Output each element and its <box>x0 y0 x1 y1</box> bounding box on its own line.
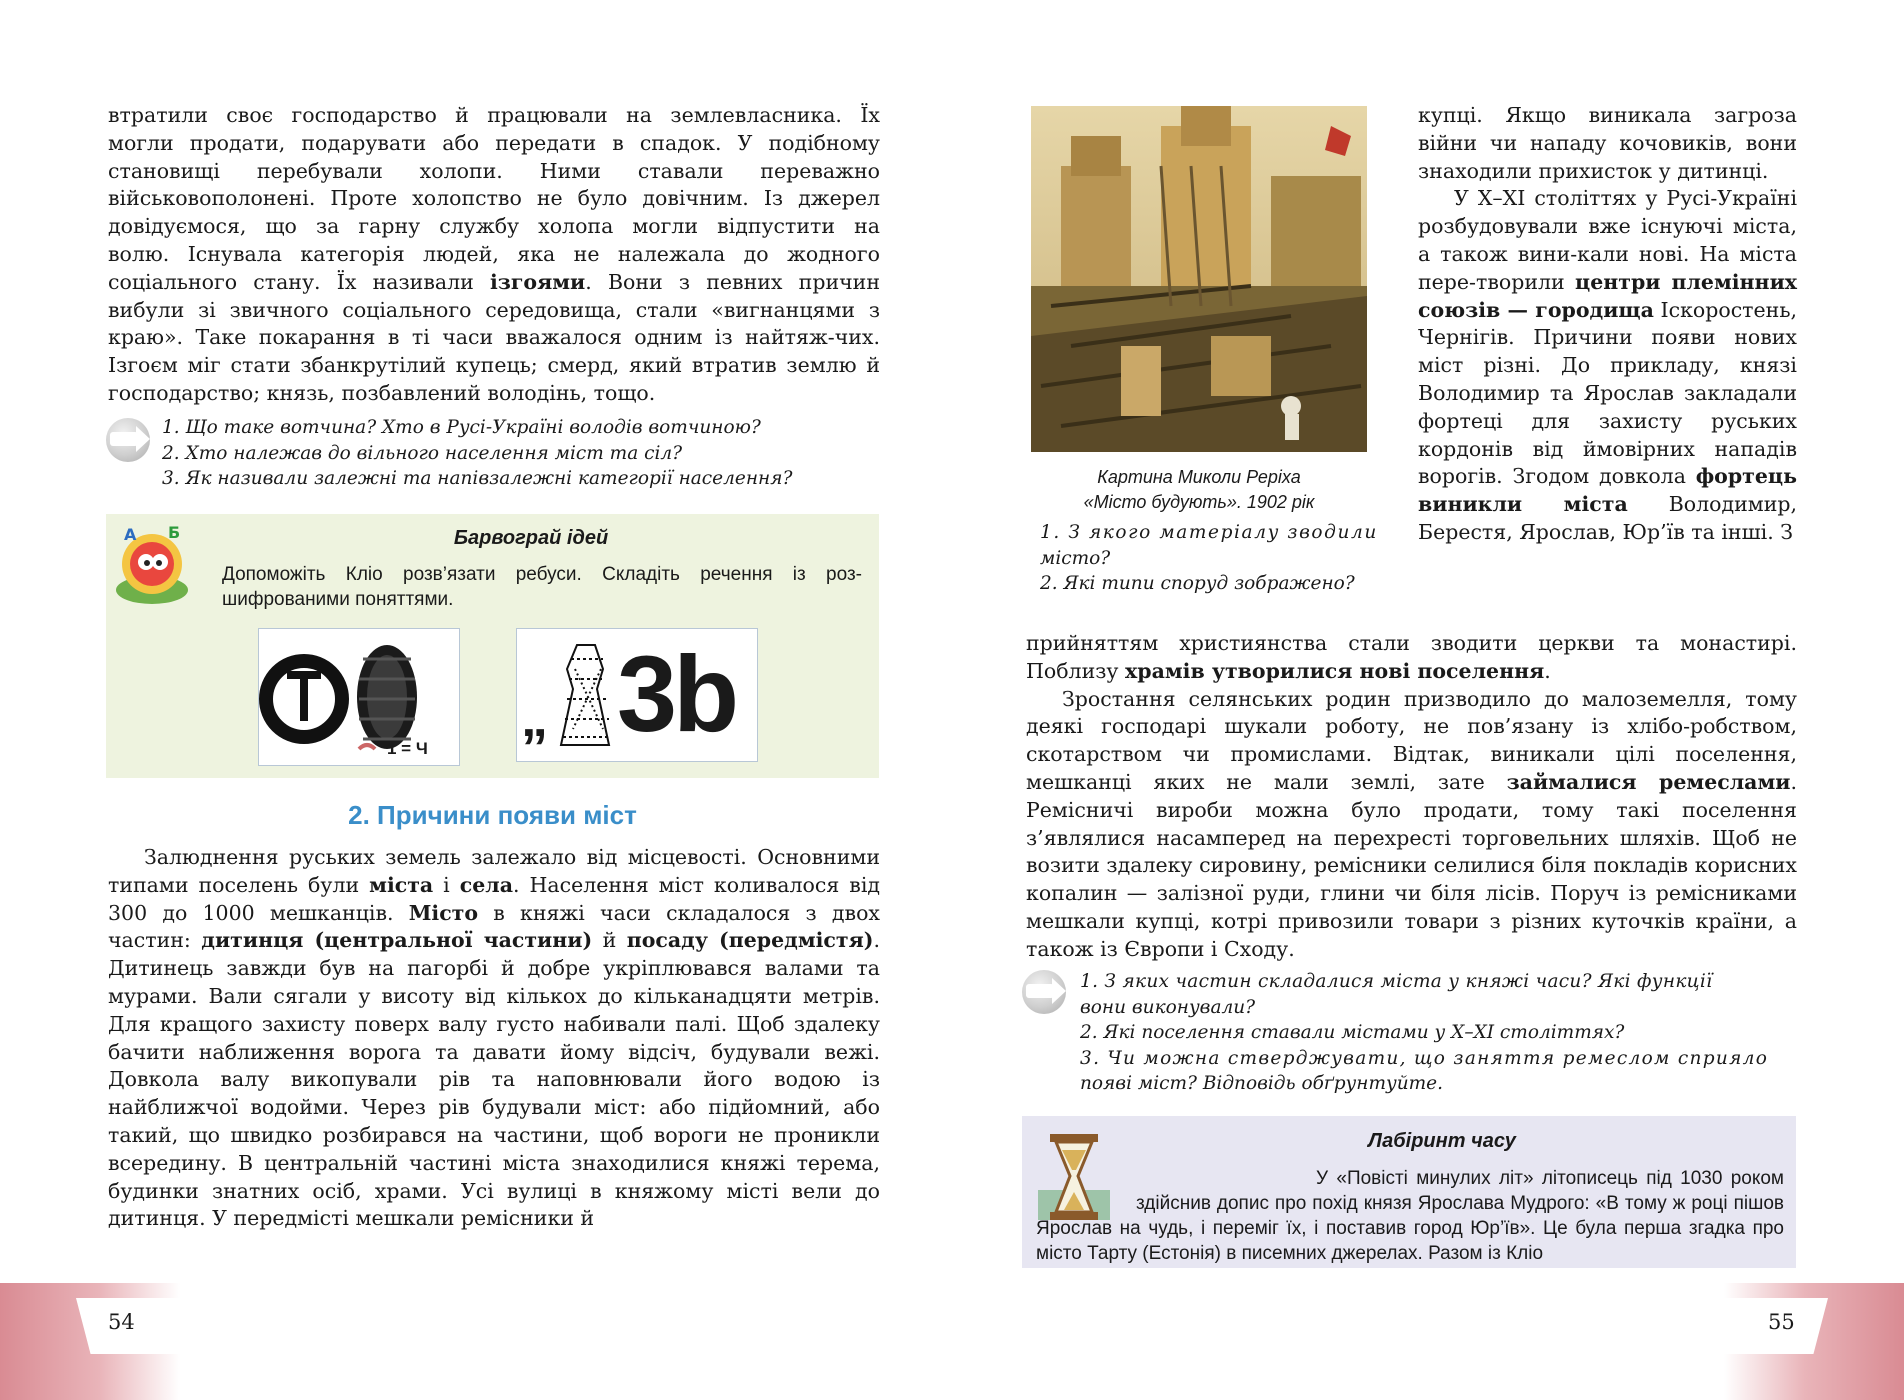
text-run: Володимир, Берестя, Ярослав, Юр’їв та інші. З <box>1418 492 1797 544</box>
text-run: Зростання селянських родин призводило до малоземелля, тому деякі господарі шукали роботу, не пов’язану із хлібо-робством, скотарством чи промислами. Відтак, виникали цілі поселення, мешканці яких не мали землі, зате <box>1026 686 1797 794</box>
text-run: . Населення міст коливалося від 300 до 1000 мешканців. <box>108 872 880 925</box>
questions-arrow-icon <box>1022 970 1066 1014</box>
svg-text:Б: Б <box>168 523 181 542</box>
painting-city-building <box>1031 106 1367 452</box>
page-number-right: 55 <box>1768 1310 1795 1334</box>
page-number-left: 54 <box>108 1310 135 1334</box>
question-item: 2. Які поселення ставали містами у X–XI століттях? <box>1080 1022 1625 1043</box>
text-run: . Ремісничі вироби можна було продати, тому такі поселення з’являлися насамперед на перехресті торговельних шляхів. Щоб не возити здалеку сировину, ремісники селилися біля покладів корисних копалин — залізної руди, глини чи біля лісів. Поруч із ремісниками мешкали купці, котрі привозили товари з різних куточків країни, а також із Європи і Сходу. <box>1026 769 1797 961</box>
term-izgoi: ізгоями <box>489 269 586 294</box>
question-item: 1. З яких частин складалися міста у княжі часи? Які функції <box>1080 971 1713 992</box>
bold-term: храмів утворилися нові поселення <box>1125 658 1545 683</box>
bold-term: займалися ремеслами <box>1506 769 1791 794</box>
left-paragraph-2 <box>108 844 880 1233</box>
bold-term: фортець виникли міста <box>1418 464 1797 517</box>
bold-term: дитинця (центральної частини) <box>201 928 593 953</box>
question-item: 2. Хто належав до вільного населення міст та сіл? <box>162 442 683 464</box>
rebus-1 <box>258 628 460 766</box>
text-line: військовополонені. Проте холопство не було довічним. Із джерел <box>108 186 880 211</box>
text-run: і <box>433 872 460 897</box>
question-item: місто? <box>1040 547 1111 569</box>
questions-arrow-icon <box>106 418 150 462</box>
question-item: 2. Які типи споруд зображено? <box>1040 573 1355 594</box>
ideas-box-title: Барвограй ідей <box>453 527 609 549</box>
ideas-box-text: Допоможіть Кліо розв’язати ребуси. Складіть речення із роз-шифрованими поняттями. <box>222 564 862 610</box>
svg-text:А: А <box>124 525 137 544</box>
text-run: прийняттям християнства стали зводити церкви та монастирі. Поблизу <box>1026 631 1797 683</box>
text-run: й <box>592 928 627 953</box>
bold-term: Місто <box>408 900 479 925</box>
labyrinth-box <box>1022 1116 1796 1268</box>
text-line: становищі перебували холопи. Ними ставали переважно <box>108 158 880 183</box>
text-run: У X–XI століттях у Русі-Україні розбудовували вже існуючі міста, а також вини-кали нові. На міста пере-творили <box>1418 186 1797 294</box>
right-full-text <box>1026 630 1797 964</box>
text-line: могли продати, подарувати або передати в спадок. У подібному <box>108 130 880 155</box>
paragraph-x-xi-centuries <box>1418 185 1797 546</box>
labyrinth-box-title: Лабіринт часу <box>1368 1130 1516 1152</box>
text-run: Залюднення руських земель залежало від місцевості. Основними типами поселень були <box>108 845 880 897</box>
section-title: 2. Причини появи міст <box>348 800 637 830</box>
ideas-box <box>106 514 879 778</box>
right-questions <box>1080 969 1787 1097</box>
bold-term: міста <box>369 872 434 897</box>
bold-term: села <box>459 872 513 897</box>
rebus-2 <box>516 628 758 762</box>
left-questions <box>162 415 792 492</box>
labyrinth-box-text: У «Повісті минулих літ» літописець під 1030 роком здійснив допис про похід князя Ярослава Мудрого: «В тому ж році пішов Ярослав на чудь, і переміг їх, і поставив город Юр’їв». Це була перша згадка про місто Тарту (Естонія) в писемних джерелах. Разом із Кліо <box>1036 1168 1784 1264</box>
question-item: вони виконували? <box>1080 996 1256 1018</box>
text-run: . Дитинець завжди був на пагорбі й добре укріплювався валами та мурами. Вали сягали у висоту від кількох до кільканадцяти метрів. Для кращого захисту поверх валу густо набивали палі. Щоб здалеку бачити наближення ворога та давати йому відсіч, будували вежі. Довкола валу викопували рів та наповнювали його водою із найближчої водойми. Через рів будували міст: або підйомний, або такий, що швидко розбирався на частини, щоб вороги не проникли всередину. В центральній частині міста знаходилися княжі терема, будинки знатних осіб, храми. Усі вулиці в княжому місті вели до дитинця. У передмісті мешкали ремісники й <box>108 928 880 1231</box>
question-item: появі міст? Відповідь обґрунтуйте. <box>1080 1073 1444 1094</box>
abc-mascot-icon <box>112 520 192 606</box>
question-item: 3. Чи можна стверджувати, що заняття ремеслом сприяло <box>1080 1047 1769 1069</box>
question-item: 3. Як називали залежні та напівзалежні категорії населення? <box>162 468 793 489</box>
painting-caption: Картина Миколи Реріха «Місто будують». 1902 рік <box>1083 467 1315 512</box>
rebus-2-comma: „ <box>521 688 548 748</box>
question-item: 1. З якого матеріалу зводили <box>1040 522 1378 543</box>
text-run: купці. Якщо виникала загроза війни чи нападу кочовиків, вони знаходили прихисток у дитинці. <box>1418 103 1797 183</box>
text-run: Іскоростень, Чернігів. Причини появи нових міст різні. До прикладу, князі Володимир та Ярослав закладали фортеці для захисту руських кордонів від ймовірних нападів ворогів. Згодом довкола <box>1418 297 1797 489</box>
text-line: довідуємося, що за гарну службу холопа могли відпустити на <box>108 214 880 239</box>
rebus-1-rule: 1 = Ч <box>387 739 428 758</box>
text-run: в княжі часи складалося з двох частин: <box>108 900 880 953</box>
question-item: 1. Що таке вотчина? Хто в Русі-Україні володів вотчиною? <box>162 417 761 438</box>
bold-term: центри племінних союзів — городища <box>1418 269 1797 322</box>
rebus-2-letters: 3b <box>617 633 736 754</box>
painting-questions <box>1040 520 1395 597</box>
paragraph-merchants <box>1418 102 1797 185</box>
text-run: . <box>1544 658 1551 683</box>
paragraph-christianity <box>1026 630 1797 686</box>
paragraph-crafts <box>1026 686 1797 964</box>
text-line: волю. Існувала категорія людей, яка не належала до жодного <box>108 241 880 266</box>
left-paragraph-1: втратили своє господарство й працювали на землевласника. Їх могли продати, подарувати або передати в спадок. У подібному становищі перебували холопи. Ними ставали переважно військовополонені. Проте холопство не було довічним. Із джерел довідуємося, що за гарну службу холопа могли відпустити на волю. Існувала категорія людей, яка не належала до жодного соціального стану. Їх називали ізгоями. Вони з певних причин вибули зі звичного соціального середовища, стали «вигнанцями з краю». Таке покарання в ті часи вважалося одним із найтяж-чих. Ізгоєм міг стати збанкрутілий купець; смерд, який втратив землю й господарство; князь, позбавлений володінь, тощо. <box>108 103 880 405</box>
paragraph-cities <box>108 844 880 1233</box>
right-side-column <box>1418 102 1797 547</box>
text-line: втратили своє господарство й працювали на землевласника. Їх <box>108 103 880 127</box>
bold-term: посаду (передмістя) <box>626 928 874 953</box>
